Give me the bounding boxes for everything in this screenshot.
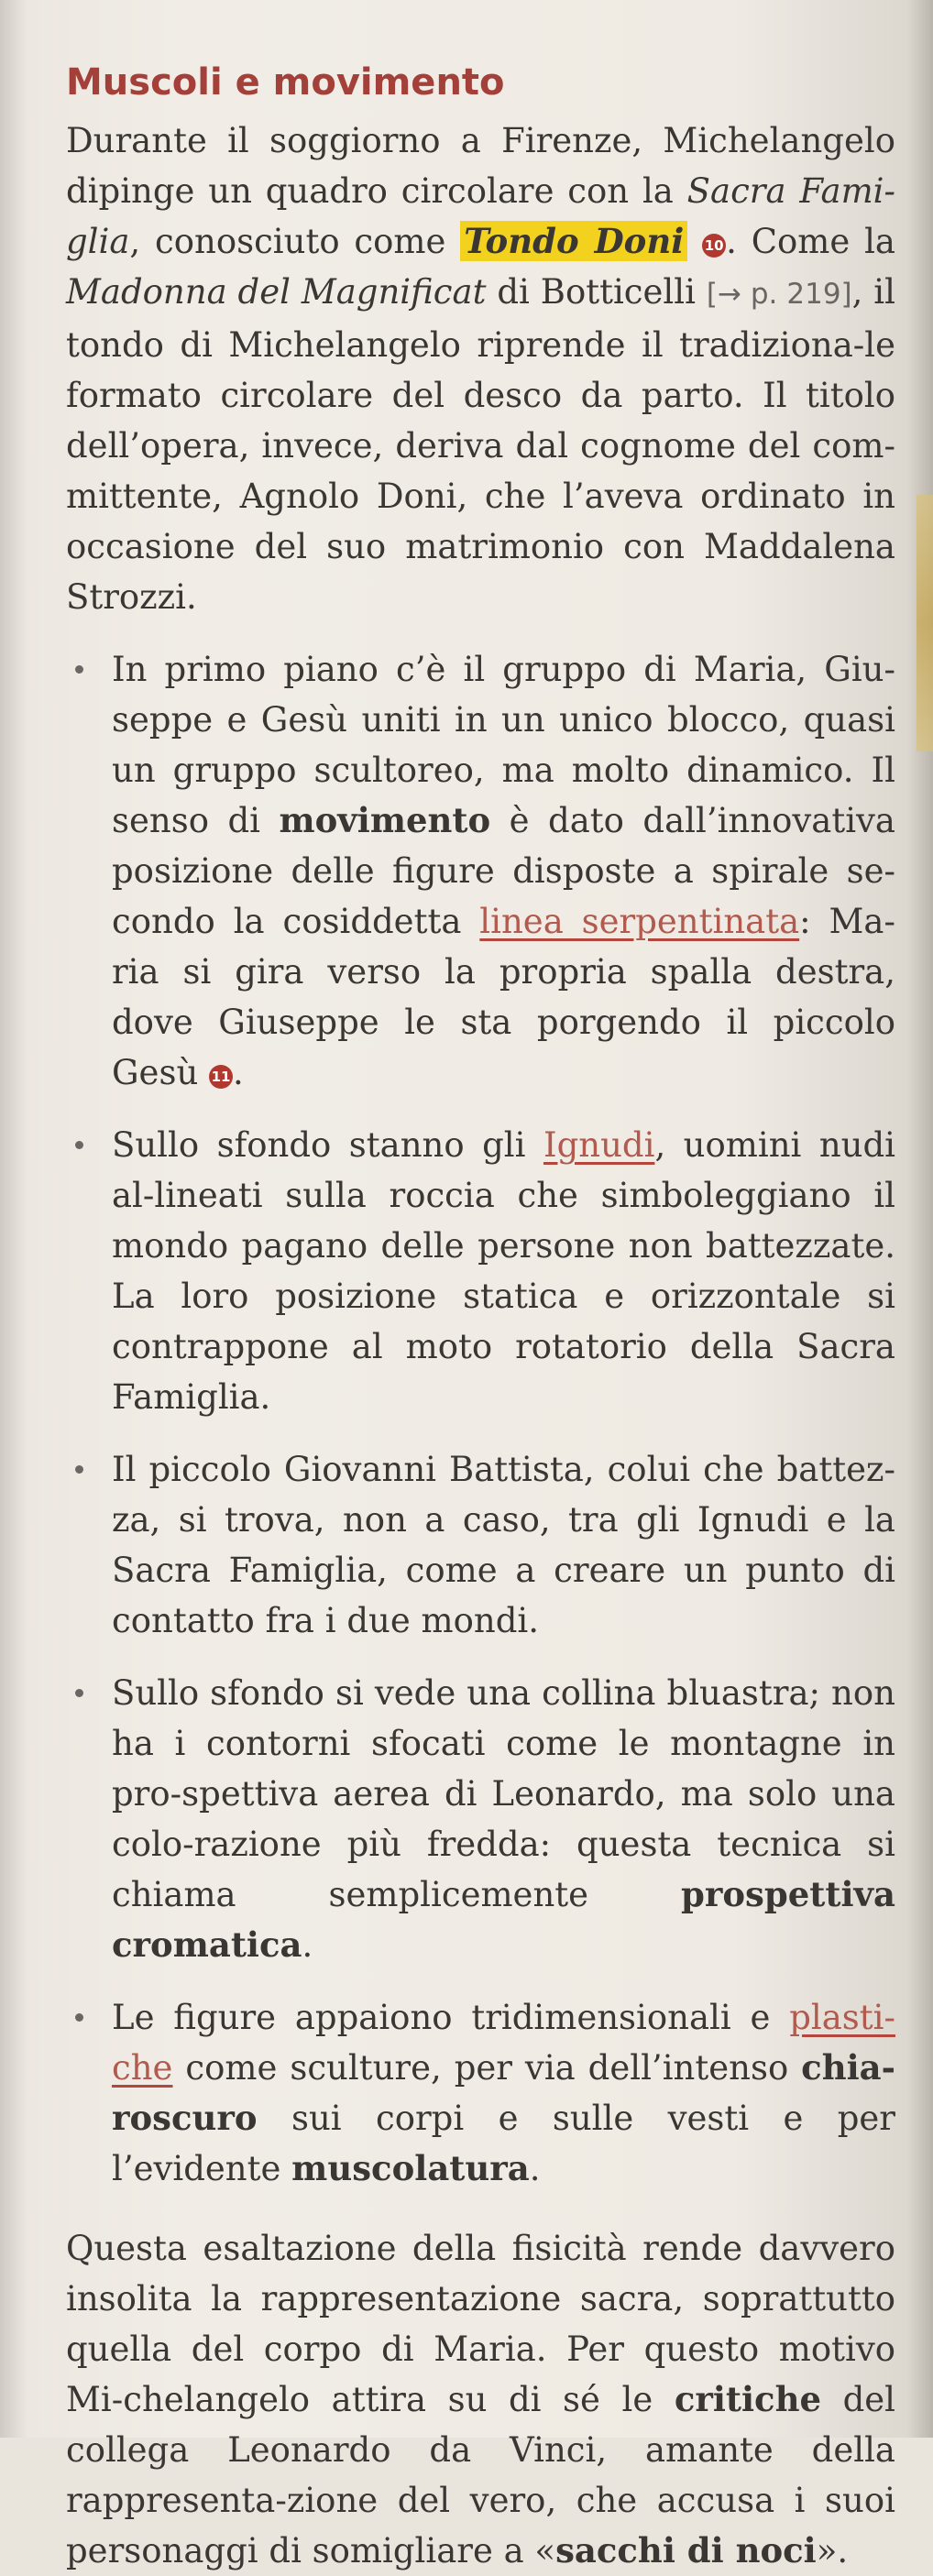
bullet-icon [75,1465,83,1474]
list-item [66,1992,895,2194]
figure-number-badge: 10 [702,234,726,258]
list-item [66,644,895,1098]
intro-text: , conosciuto come [129,222,461,261]
item-text: Sullo sfondo stanno gli [112,1125,543,1165]
magnificat-title: Madonna del Magnificat [66,272,487,312]
closing-text: ». [816,2531,849,2571]
item-text: . [302,1925,313,1965]
item-text: , uomini nudi al-lineati sulla roccia che simboleggiano il mondo pagano delle persone non battezzate. La loro posizione statica e orizzontale si contrappone al moto rotatorio della Sacra Famiglia. [112,1125,895,1417]
keyword: sacchi di noci [555,2530,817,2571]
intro-paragraph [66,115,895,622]
intro-text: Durante il soggiorno a Firenze, Michelangelo dipinge un quadro circolare con la [66,121,895,211]
list-item [66,1668,895,1970]
list-item [66,1444,895,1646]
glossary-link[interactable]: Ignudi [543,1125,655,1165]
page-reference: [→ p. 219] [706,278,852,311]
bullet-icon [75,1689,83,1697]
bullet-icon [75,1141,83,1149]
closing-text: del collega Leonardo da Vinci, amante della rappresenta-zione del vero, che accusa i suoi personaggi di somigliare a « [66,2380,895,2571]
bullet-icon [75,2013,83,2022]
keyword: critiche [674,2379,822,2419]
intro-text: di Botticelli [486,272,707,312]
bullet-list [66,644,895,2194]
text-column [66,57,895,2576]
intro-text: , il tondo di Michelangelo riprende il tradiziona-le formato circolare del desco da parto. Il titolo dell’opera, invece, deriva dal cognome del com-mittente, Agnolo Doni, che l’aveva ordinato in occasione del suo matrimonio con Maddalena Strozzi. [66,272,895,617]
keyword: movimento [279,800,491,840]
sacra-famiglia-title: Sacra Fami-glia [66,171,895,261]
keyword: prospettiva cromatica [112,1874,895,1965]
figure-number-badge: 11 [209,1065,233,1089]
glossary-link[interactable]: plasti-che [112,1998,895,2088]
bullet-icon [75,665,83,674]
item-text: Le figure appaiono tridimensionali e [112,1998,790,2037]
item-text: In primo piano c’è il gruppo di Maria, Giu-seppe e Gesù uniti in un unico blocco, quasi un gruppo scultoreo, ma molto dinamico. Il senso di [112,650,895,840]
closing-text: Questa esaltazione della fisicità rende davvero insolita la rappresentazione sacra, soprattutto quella del corpo di Maria. Per questo motivo Mi-chelangelo attira su di sé le [66,2229,895,2419]
item-text: . [529,2149,541,2188]
section-title: Muscoli e movimento [66,61,505,104]
item-text: : Ma-ria si gira verso la propria spalla destra, dove Giuseppe le sta porgendo il piccolo Gesù [112,902,895,1092]
item-text: Il piccolo Giovanni Battista, colui che battez-za, si trova, non a caso, tra gli Ignudi e la Sacra Famiglia, come a creare un punto di contatto fra i due mondi. [112,1450,895,1640]
item-text: Sullo sfondo si vede una collina bluastra; non ha i contorni sfocati come le montagne in pro-spettiva aerea di Leonardo, ma solo una colo-razione più fredda: questa tecnica si chiama semplicemente [112,1673,895,1914]
item-text: come sculture, per via dell’intenso [172,2048,802,2088]
item-text: sui corpi e sulle vesti e per l’evidente [112,2099,895,2188]
intro-text: . Come la [726,222,895,261]
glossary-link[interactable]: linea serpentinata [479,902,800,941]
page-edge-marker [917,495,933,751]
tondo-doni-highlight: Tondo Doni [460,221,687,261]
keyword: chia-roscuro [112,2047,895,2138]
closing-paragraph [66,2223,895,2576]
item-text: è dato dall’innovativa posizione delle figure disposte a spirale se-condo la cosiddetta [112,801,895,941]
list-item [66,1120,895,1422]
keyword: muscolatura [291,2148,530,2188]
item-text: . [233,1053,244,1092]
